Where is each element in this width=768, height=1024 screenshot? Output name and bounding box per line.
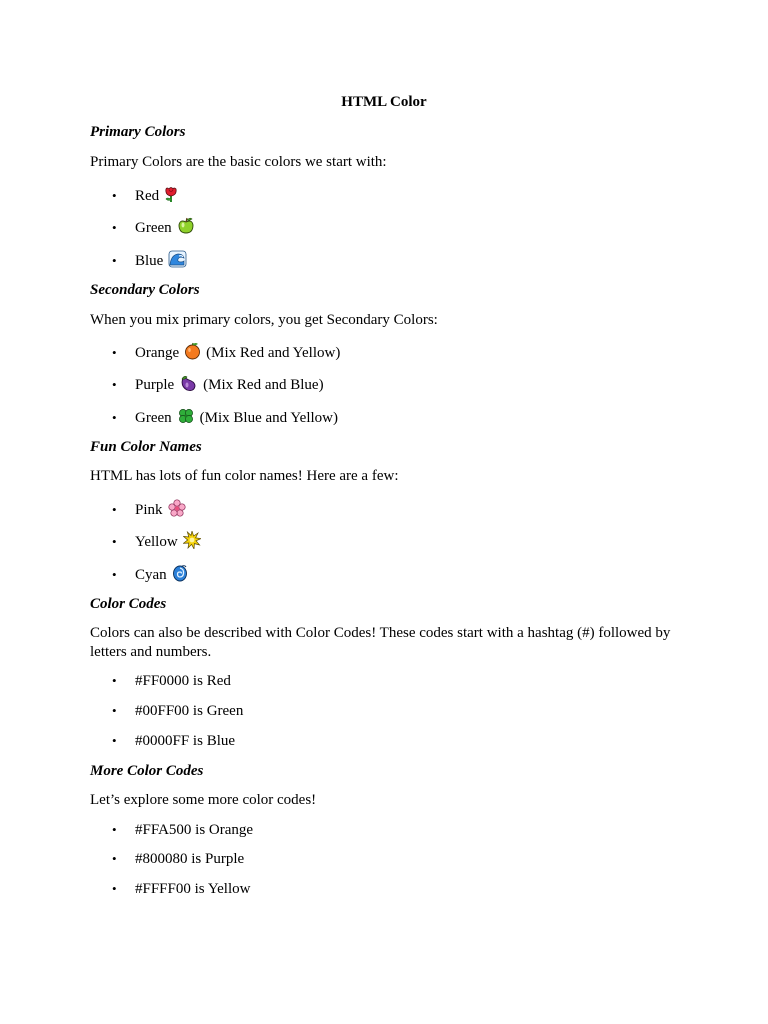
list-item-note: (Mix Red and Blue) (203, 377, 324, 393)
four-leaf-clover-icon (177, 407, 195, 430)
list-item (112, 732, 235, 750)
bullet: • (112, 188, 117, 203)
section-heading-primary-colors: Primary Colors (90, 124, 186, 140)
list-item-label: Green (135, 220, 172, 236)
bullet: • (112, 822, 117, 837)
section-heading-color-codes: Color Codes (90, 596, 167, 612)
list-item (112, 185, 178, 208)
section-intro-fun-color-names: HTML has lots of fun color names! Here are a few: (90, 468, 399, 484)
list-item (112, 564, 188, 587)
cherry-blossom-icon (168, 499, 186, 522)
list-item-label: #FF0000 is Red (135, 673, 231, 689)
list-item-label: Yellow (135, 534, 178, 550)
bullet: • (112, 881, 117, 896)
list-item-note: (Mix Red and Yellow) (206, 345, 341, 361)
section-intro-primary-colors: Primary Colors are the basic colors we start with: (90, 154, 387, 170)
list-item-note: (Mix Blue and Yellow) (199, 410, 338, 426)
section-intro-secondary-colors: When you mix primary colors, you get Secondary Colors: (90, 312, 438, 328)
bullet: • (112, 410, 117, 425)
list-item-label: Red (135, 188, 160, 204)
list-item (112, 531, 201, 554)
list-item (112, 702, 243, 720)
list-item (112, 374, 324, 397)
list-item-label: Green (135, 410, 172, 426)
cyclone-icon (172, 564, 188, 587)
list-item (112, 250, 187, 273)
bullet: • (112, 567, 117, 582)
water-wave-icon (168, 250, 187, 273)
list-item-label: #00FF00 is Green (135, 703, 244, 719)
tangerine-icon (184, 342, 201, 365)
green-apple-icon (177, 217, 195, 240)
list-item (112, 407, 338, 430)
list-item (112, 217, 195, 240)
bullet: • (112, 345, 117, 360)
section-intro-color-codes: Colors can also be described with Color Codes! These codes start with a hashtag (#) followed by letters and numbers. (90, 625, 671, 660)
bullet: • (112, 377, 117, 392)
list-item (112, 821, 253, 839)
eggplant-icon (179, 374, 198, 397)
list-item (112, 672, 231, 690)
list-item-label: #800080 is Purple (135, 851, 245, 867)
section-intro-more-color-codes: Let’s explore some more color codes! (90, 792, 317, 808)
list-item (112, 342, 340, 365)
list-item-label: #FFA500 is Orange (135, 822, 254, 838)
list-item (112, 499, 186, 522)
list-item-label: #0000FF is Blue (135, 733, 236, 749)
list-item-label: Blue (135, 253, 164, 269)
bullet: • (112, 253, 117, 268)
document-title: HTML Color (341, 94, 427, 110)
list-item (112, 880, 250, 898)
bullet: • (112, 534, 117, 549)
list-item-label: #FFFF00 is Yellow (135, 881, 251, 897)
bullet: • (112, 220, 117, 235)
bullet: • (112, 502, 117, 517)
rose-icon (164, 185, 178, 208)
section-heading-more-color-codes: More Color Codes (90, 763, 204, 779)
list-item-label: Cyan (135, 567, 167, 583)
bullet: • (112, 733, 117, 748)
section-heading-fun-color-names: Fun Color Names (90, 439, 202, 455)
bullet: • (112, 673, 117, 688)
section-heading-secondary-colors: Secondary Colors (90, 282, 200, 298)
bullet: • (112, 703, 117, 718)
list-item-label: Purple (135, 377, 175, 393)
list-item-label: Orange (135, 345, 180, 361)
sparkle-burst-icon (183, 531, 201, 554)
list-item-label: Pink (135, 502, 163, 518)
bullet: • (112, 851, 117, 866)
list-item (112, 850, 244, 868)
